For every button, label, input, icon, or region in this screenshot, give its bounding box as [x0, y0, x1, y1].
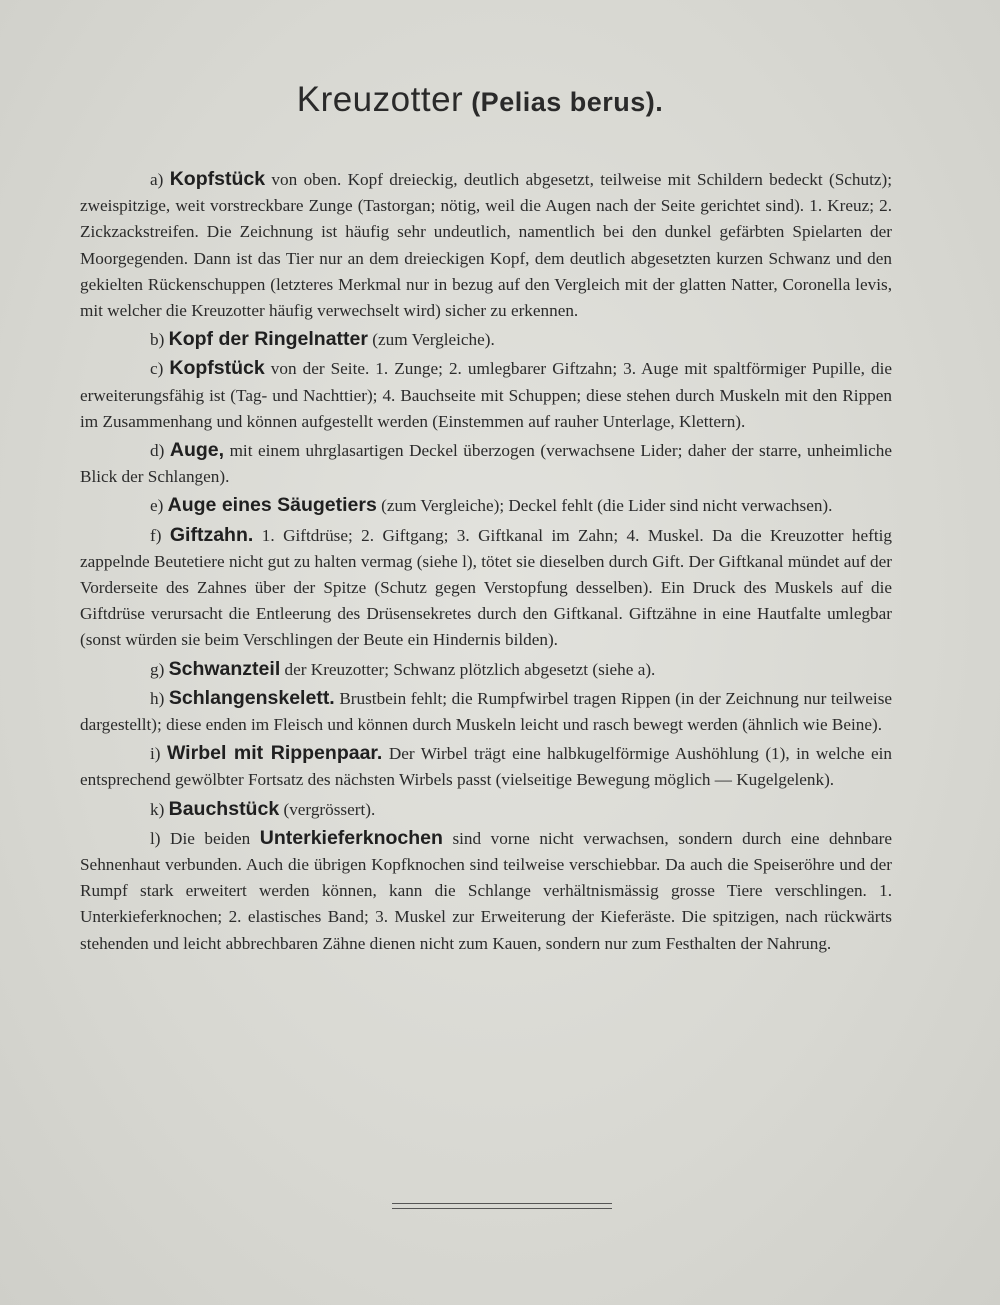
paragraph-label: d): [150, 441, 165, 461]
paragraph-label: a): [150, 170, 164, 189]
paragraph-g: [80, 656, 892, 683]
paragraph-label: c): [150, 359, 164, 379]
paragraph-b: [80, 326, 892, 353]
paragraph-keyword: Schlangenskelett.: [168, 686, 335, 709]
paragraph-i: [80, 740, 892, 793]
title-subtitle: (Pelias berus).: [471, 87, 664, 117]
paragraph-label: b): [150, 330, 165, 350]
paragraph-label: g): [150, 659, 165, 679]
closing-rule-top: [392, 1203, 612, 1204]
paragraph-c: [80, 355, 892, 435]
paragraph-text: von der Seite. 1. Zunge; 2. umlegbarer Giftzahn; 3. Auge mit spaltförmiger Pupille, die erweiterungsfähig ist (Tag- und Nachttier); 4. Bauchseite mit Schuppen; diese stehen durch Muskeln mit den Rippen im Zusammenhang und können aufgestellt werden (Einstemmen auf rauher Unterlage, Klettern).: [80, 359, 893, 431]
paragraph-text: (zum Vergleiche).: [372, 330, 495, 350]
paragraph-text: mit einem uhrglasartigen Deckel überzogen (verwachsene Lider; daher der starre, unheimliche Blick der Schlangen).: [80, 441, 893, 487]
paragraph-text: sind vorne nicht verwachsen, sondern durch eine dehnbare Sehnenhaut verbunden. Auch die übrigen Kopfknochen sind teilweise verschiebbar. Da auch die Speiseröhre und der Rumpf stark erweitert werden können, kann die Schlange verhältnismässig grosse Tiere verschlingen. 1. Unterkieferknochen; 2. elastisches Band; 3. Muskel zur Erweiterung der Kieferäste. Die spitzigen, nach rückwärts stehenden und leicht abbrechbaren Zähne dienen nicht zum Kauen, sondern nur zum Festhalten der Nahrung.: [80, 828, 893, 953]
paragraph-label: l): [150, 828, 161, 848]
paragraph-label: h): [150, 688, 165, 708]
paragraph-k: [80, 796, 892, 823]
paragraph-text: (zum Vergleiche); Deckel fehlt (die Lider sind nicht verwachsen).: [381, 496, 833, 516]
title-main: Kreuzotter: [296, 80, 464, 119]
document-body: [80, 166, 892, 957]
paragraph-keyword: Wirbel mit Rippenpaar.: [166, 742, 383, 765]
paragraph-h: [80, 685, 892, 738]
paragraph-text: 1. Giftdrüse; 2. Giftgang; 3. Giftkanal im Zahn; 4. Muskel. Da die Kreuzotter heftig zappelnde Beutetiere nicht gut zu halten vermag (siehe l), tötet sie dieselben durch Gift. Der Giftkanal mündet auf der Vorderseite des Zahnes über der Spitze (Schutz gegen Verstopfung desselben). Ein Druck des Muskels auf die Giftdrüse verursacht die Entleerung des Drüsensekretes durch den Giftkanal. Giftzähne in eine Hautfalte umlegbar (sonst würden sie beim Verschlingen der Beute ein Hindernis bilden).: [80, 525, 893, 650]
paragraph-pre-text: Die beiden: [170, 828, 251, 848]
paragraph-text: Brustbein fehlt; die Rumpfwirbel tragen Rippen (in der Zeichnung nur teilweise dargestellt); diese enden im Fleisch und können durch Muskeln leicht und rasch bewegt werden (ähnlich wie Beine).: [80, 688, 893, 735]
paragraph-text: (vergrössert).: [283, 799, 376, 819]
paragraph-keyword: Kopf der Ringelnatter: [168, 328, 368, 351]
paragraph-f: [80, 522, 892, 654]
paragraph-l: [80, 825, 892, 957]
paragraph-label: i): [150, 744, 161, 764]
page-title: [0, 80, 960, 120]
paragraph-label: e): [150, 496, 164, 516]
paragraph-d: [80, 437, 892, 490]
paragraph-keyword: Schwanzteil: [168, 657, 281, 680]
paragraph-text: von oben. Kopf dreieckig, deutlich abgesetzt, teilweise mit Schildern bedeckt (Schutz); zweispitzige, weit vorstreckbare Zunge (Tastorgan; nötig, weil die Augen nach der Seite gerichtet sind). 1. Kreuz; 2. Zickzackstreifen. Die Zeichnung ist häufig sehr undeutlich, namentlich bei den dunkel gefärbten Spielarten der Moorgegenden. Dann ist das Tier nur an dem dreieckigen Kopf, dem deutlich abgesetzten kurzen Schwanz und den gekielten Rückenschuppen (letzteres Merkmal nur in bezug auf den Vergleich mit der glatten Natter, Coronella levis, mit welcher die Kreuzotter häufig verwechselt wird) sicher zu erkennen.: [80, 170, 892, 321]
paragraph-keyword: Bauchstück: [168, 797, 280, 820]
paragraph-e: [80, 492, 892, 519]
paragraph-keyword: Kopfstück: [169, 168, 266, 190]
closing-rule-bottom: [392, 1208, 612, 1209]
paragraph-label: k): [150, 799, 165, 819]
paragraph-text: Der Wirbel trägt eine halbkugelförmige Aushöhlung (1), in welche ein entsprechend gewölbter Fortsatz des nächsten Wirbels passt (vielseitige Bewegung möglich — Kugelgelenk).: [80, 744, 893, 790]
paragraph-a: [80, 166, 892, 324]
paragraph-keyword: Auge eines Säugetiers: [167, 494, 377, 517]
paragraph-keyword: Giftzahn.: [169, 523, 254, 546]
paragraph-keyword: Auge,: [169, 439, 225, 462]
paragraph-text: der Kreuzotter; Schwanz plötzlich abgesetzt (siehe a).: [284, 659, 656, 679]
paragraph-label: f): [150, 525, 162, 545]
paragraph-keyword: Unterkieferknochen: [259, 826, 443, 849]
paragraph-keyword: Kopfstück: [169, 357, 265, 380]
